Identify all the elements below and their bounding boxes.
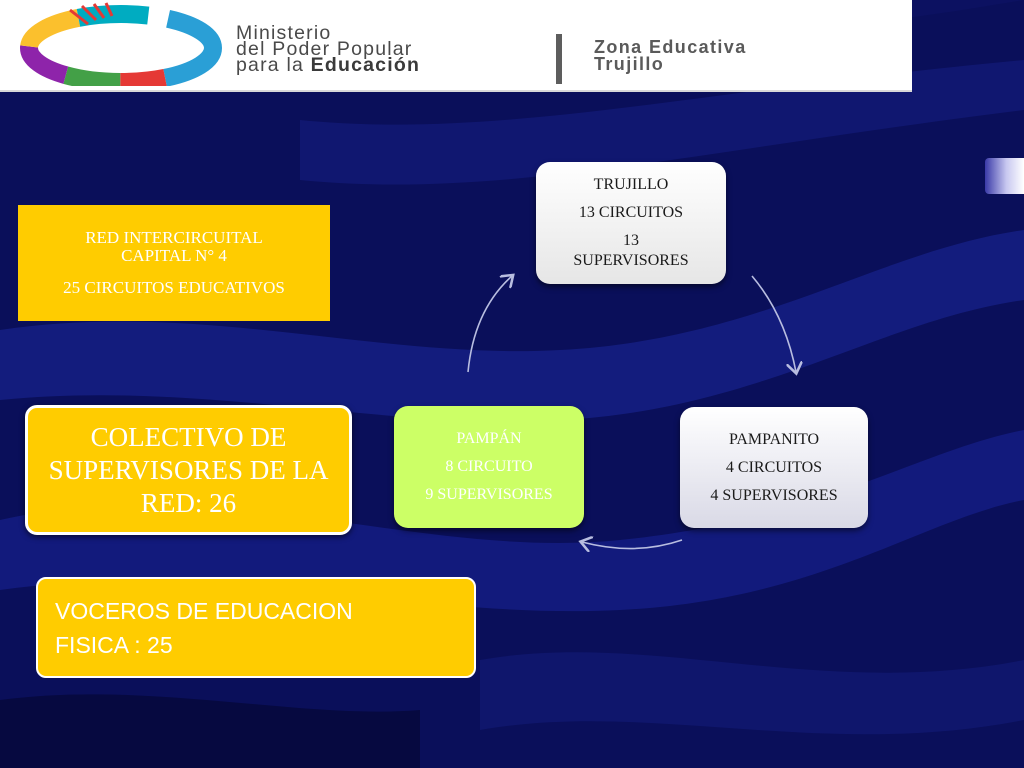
arrow-pampan-to-trujillo bbox=[468, 276, 512, 372]
node-pampan bbox=[394, 406, 584, 528]
pampanito-circuitos: 4 CIRCUITOS bbox=[725, 458, 823, 476]
red-line-2: CAPITAL N° 4 bbox=[121, 246, 227, 265]
trujillo-name: TRUJILLO bbox=[593, 176, 669, 193]
pampan-name: PAMPÁN bbox=[456, 430, 522, 447]
red-line-1: RED INTERCIRCUITAL bbox=[85, 228, 263, 247]
red-line-3: 25 CIRCUITOS EDUCATIVOS bbox=[63, 278, 285, 297]
ministry-line-3-bold: Educación bbox=[310, 54, 421, 76]
zona-line-1: Zona Educativa bbox=[594, 37, 747, 57]
pampan-supervisores: 9 SUPERVISORES bbox=[425, 486, 553, 503]
zona-line-2: Trujillo bbox=[594, 54, 665, 74]
voceros-line-1: VOCEROS DE EDUCACION bbox=[55, 597, 353, 624]
trujillo-supervisores-count: 13 bbox=[623, 232, 639, 249]
pampan-circuitos: 8 CIRCUITO bbox=[445, 458, 533, 475]
node-trujillo bbox=[536, 162, 726, 284]
pampanito-name: PAMPANITO bbox=[728, 430, 820, 448]
ministry-line-1: Ministerio bbox=[236, 22, 332, 44]
arrow-trujillo-to-pampanito bbox=[752, 276, 796, 372]
trujillo-circuitos: 13 CIRCUITOS bbox=[578, 204, 684, 221]
trujillo-supervisores-label: SUPERVISORES bbox=[573, 252, 689, 269]
pampanito-supervisores: 4 SUPERVISORES bbox=[710, 486, 838, 504]
arrow-pampanito-to-pampan bbox=[582, 540, 682, 549]
ministry-line-3-prefix: para la bbox=[236, 54, 305, 76]
ministry-line-2: del Poder Popular bbox=[236, 38, 413, 60]
node-pampanito bbox=[680, 407, 868, 528]
colectivo-text: COLECTIVO DE SUPERVISORES DE LA RED: 26 bbox=[48, 421, 329, 518]
voceros-line-2: FISICA : 25 bbox=[55, 631, 173, 658]
